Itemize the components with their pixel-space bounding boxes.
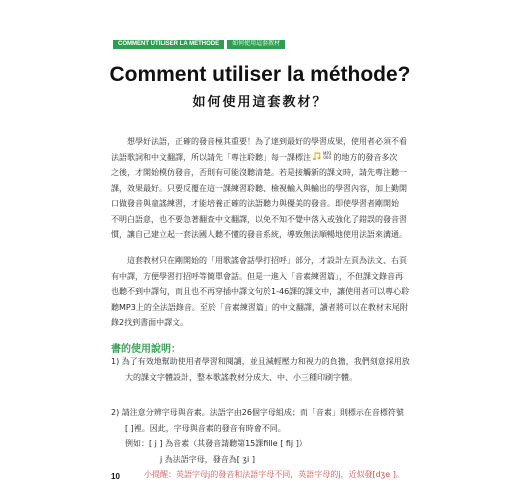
intro-paragraph [111, 134, 411, 243]
paragraph-line: 有中譯，方便學習打招呼等簡單會話。但是一進入「音素練習篇」，不但課文錄音再 [111, 271, 403, 281]
chapter-tag-french: COMMENT UTILISER LA MÉTHODE [113, 40, 224, 49]
music-note-icon [313, 152, 321, 161]
mp3-label-top: MP3 [323, 150, 332, 156]
paragraph-line: 課，效果最好。只要反覆在這一課練習聆聽、檢視輸入與輸出的學習內容，加上勤開 [111, 183, 407, 193]
mp3-track-label [323, 152, 331, 160]
line-text: 法語歌詞和中文翻譯，所以請先「專注聆聽」每一課標注 [111, 152, 311, 162]
list-line: 2) 請注意分辨字母與音素。法語字由26個字母組成；而「音素」則標示在音標符號 [111, 408, 404, 417]
paragraph-line [111, 150, 411, 166]
chapter-header [113, 40, 285, 49]
paragraph-line: 口做發音與童謠練習，才能培養正確的法語聽力與優美的發音。即使學習者剛開始 [111, 199, 399, 208]
line-text: 的地方的發音多次 [333, 152, 398, 162]
list-item-1 [111, 354, 411, 385]
paragraph-line: 不明白語意，也不要急著翻查中文翻譯，以免不知不覺中落入或強化了錯誤的發音習 [111, 214, 407, 224]
list-line: [ ]裡。因此，字母與音素的發音有時會不同。 [125, 423, 286, 433]
line-text: 這套教材只在剛開始的「用歌謠會話學打招呼」部分，才設計左頁為法文、右頁 [127, 256, 407, 265]
paragraph-line: 之後，才開始模仿發音，否則有可能沒聽清楚。若是接觸新的課文時，請先專注聽一 [111, 168, 407, 177]
list-line: 大的課文字體設計，整本歌謠教材分成大、中、小三種印刷字體。 [125, 372, 357, 382]
paragraph-line: 錄2找到書面中譯文。 [111, 318, 189, 327]
paragraph-line: 慣，讓自己建立起一套法國人聽不懂的發音系統，導致無法順暢地使用法語來溝通。 [111, 230, 407, 239]
paragraph-line [111, 253, 411, 269]
list-item-2 [111, 405, 411, 483]
example-line: j 為法語字母，發音為[ ʒi ] [160, 454, 255, 464]
mp3-label-bottom: 000 [323, 154, 332, 160]
section-title: 書的使用說明： [111, 344, 181, 355]
paragraph-line [111, 134, 411, 150]
paragraph-line: 聽MP3上的全法語錄音。至於「音素練習篇」的中文翻譯，讀者將可以在教材末尾附 [111, 302, 408, 312]
chapter-tag-chinese: 如何使用這套教材 [227, 40, 285, 49]
reminder-note: 小提醒：英語字母j的發音和法語字母不同，英語字母的j，近似發[dʒe ]。 [144, 470, 404, 479]
material-paragraph [111, 253, 411, 331]
paragraph-line: 也聽不到中譯句，而且也不再穿插中譯文句於1-46課的課文中，讓使用者可以專心聆 [111, 287, 410, 296]
page-number: 10 [111, 472, 120, 481]
page-title-french: Comment utiliser la méthode? [109, 63, 411, 86]
page-title-chinese: 如何使用這套教材？ [192, 95, 328, 110]
example-line: 例如：[ j ] 為音素（其發音請聽第15課fille [ fij ]） [125, 439, 307, 448]
list-line: 1) 為了有效地幫助使用者學習和閱讀，並且減輕壓力和視力的負擔，我們刻意採用放 [111, 357, 410, 366]
line-text: 想學好法語，正確的發音極其重要！為了達到最好的學習成果，使用者必須不看 [127, 137, 407, 146]
